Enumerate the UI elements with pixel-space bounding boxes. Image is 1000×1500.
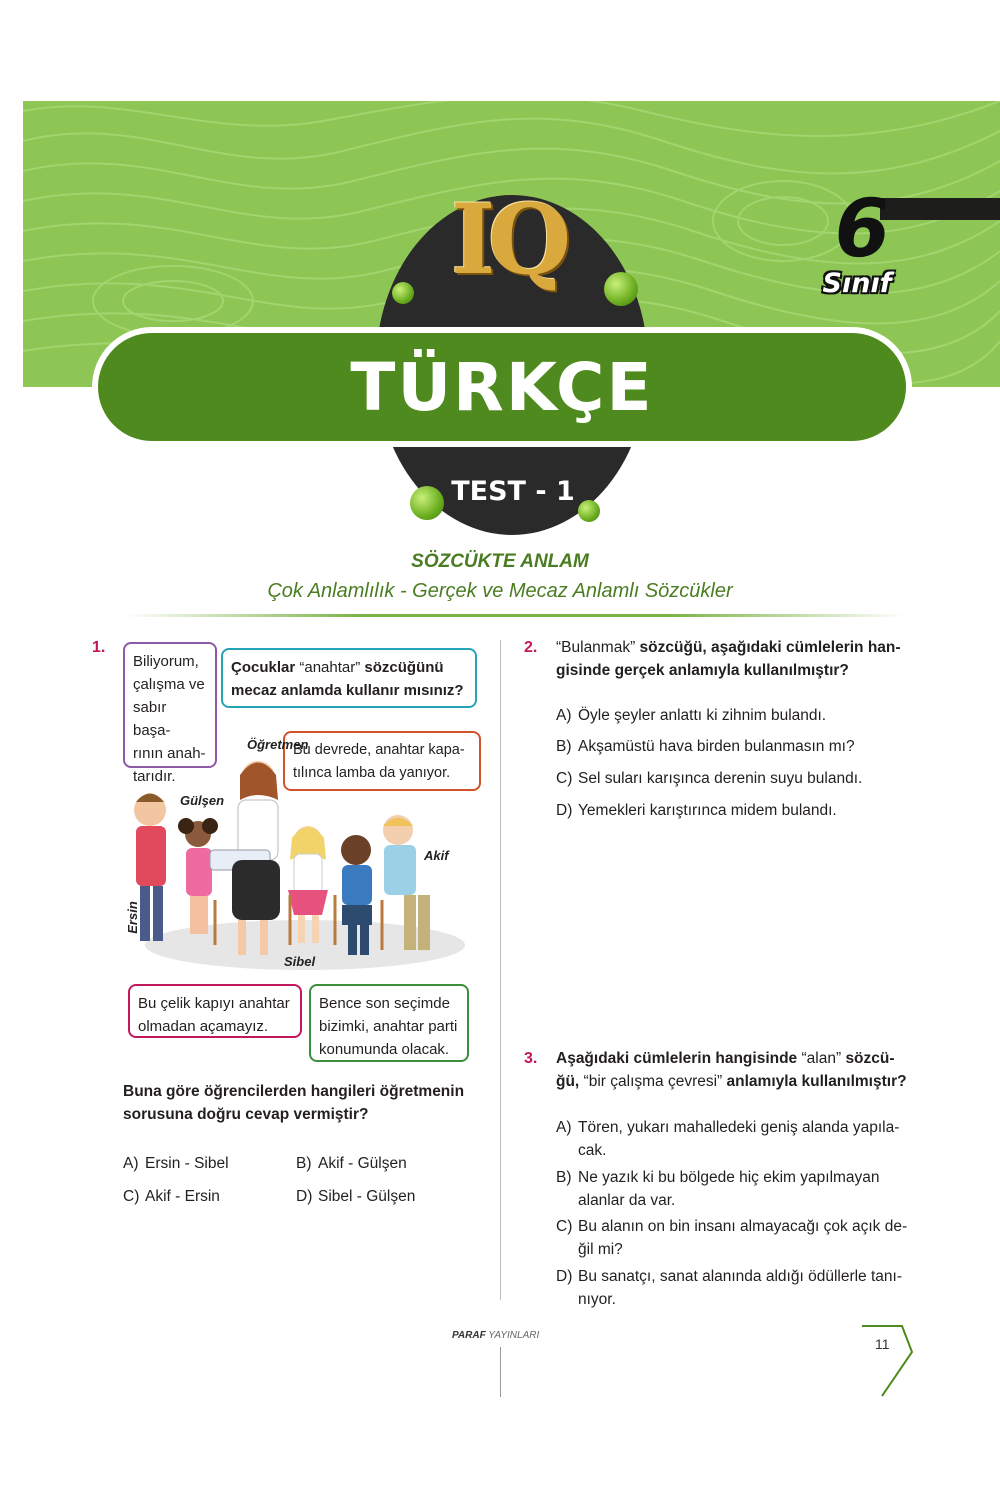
section-subtitle: Çok Anlamlılık - Gerçek ve Mecaz Anlamlı Sözcükler (267, 580, 733, 602)
decorative-dot (604, 272, 638, 306)
option-text: Sibel - Gülşen (318, 1188, 416, 1205)
option-text: Akif - Ersin (145, 1188, 220, 1205)
footer-divider (500, 1347, 501, 1397)
bubble-line: rının anah- (133, 745, 206, 762)
option-text: Öyle şeyler anlattı ki zihnim bulandı. (578, 707, 827, 724)
option-text: Ne yazık ki bu bölgede hiç ekim yapılmayan (578, 1169, 880, 1186)
stem-line: Buna göre öğrencilerden hangileri öğretmenin (123, 1083, 465, 1100)
subject-title: TÜRKÇE (350, 348, 654, 426)
option-text: Akşamüstü hava birden bulanmasın mı? (578, 738, 855, 755)
stem-text-bold: sözcü- (845, 1050, 895, 1067)
option-line (556, 1166, 880, 1189)
label-ersin: Ersin (124, 901, 140, 934)
speech-bubble-sibel (309, 984, 469, 1062)
answer-option[interactable] (556, 1116, 899, 1162)
question-stem (556, 1047, 907, 1093)
option-text: Sel suları karışınca derenin suyu bulandı. (578, 770, 863, 787)
option-letter: C) (556, 770, 573, 787)
section-title: SÖZCÜKTE ANLAM (411, 551, 589, 572)
option-letter: C) (123, 1188, 140, 1205)
label-teacher: Öğretmen (247, 737, 309, 752)
iq-logo: IQ (450, 183, 564, 296)
bubble-line: tarıdır. (133, 768, 176, 785)
option-line: alanlar da var. (578, 1192, 676, 1209)
option-letter: A) (556, 707, 572, 724)
stem-text-bold: anlamıyla kullanılmıştır? (726, 1073, 907, 1090)
stem-line (556, 1047, 907, 1070)
bubble-text-bold: sözcüğünü (364, 659, 444, 676)
answer-option[interactable] (123, 1185, 220, 1208)
option-letter: B) (296, 1155, 312, 1172)
speech-bubble-ersin (128, 984, 302, 1038)
speech-bubble-teacher (221, 648, 477, 708)
option-line: nıyor. (578, 1291, 616, 1308)
section-divider (125, 614, 905, 617)
option-text: Bu sanatçı, sanat alanında aldığı ödüllerle tanı- (578, 1268, 902, 1285)
option-text: Akif - Gülşen (318, 1155, 407, 1172)
stem-text-bold: ğü, (556, 1073, 580, 1090)
answer-option[interactable] (556, 1215, 907, 1261)
answer-option[interactable] (556, 767, 862, 790)
option-letter: A) (123, 1155, 139, 1172)
question-stem (123, 1080, 464, 1126)
grade-word: Sınıf (822, 268, 892, 299)
option-line (556, 1116, 899, 1139)
option-line (556, 1265, 902, 1288)
answer-option[interactable] (556, 704, 826, 727)
stem-line (556, 636, 901, 659)
answer-option[interactable] (556, 735, 855, 758)
page-corner-mark (862, 1322, 918, 1400)
option-letter: B) (556, 1169, 572, 1186)
grade-number: 6 (827, 182, 897, 275)
question-number: 3. (524, 1050, 538, 1067)
stem-line: sorusuna doğru cevap vermiştir? (123, 1106, 369, 1123)
test-label: TEST - 1 (451, 476, 575, 507)
title-pill (98, 333, 906, 441)
option-letter: D) (556, 1268, 573, 1285)
publisher-name (452, 1330, 539, 1341)
option-letter: C) (556, 1218, 573, 1235)
answer-option[interactable] (123, 1152, 229, 1175)
bubble-line: çalışma ve (133, 676, 205, 693)
stem-text: “alan” (797, 1050, 846, 1067)
bubble-line: mecaz anlamda kullanır mısınız? (231, 682, 464, 699)
bubble-line: Bu çelik kapıyı anahtar (138, 995, 290, 1012)
option-letter: D) (556, 802, 573, 819)
answer-option[interactable] (556, 1166, 880, 1212)
label-sibel: Sibel (284, 954, 316, 969)
bubble-text: “anahtar” (295, 659, 365, 676)
answer-option[interactable] (296, 1185, 415, 1208)
stem-text-bold: gisinde gerçek anlamıyla kullanılmıştır? (556, 662, 849, 679)
decorative-dot (410, 486, 444, 520)
bubble-line (231, 656, 467, 679)
bubble-line: sabır başa- (133, 699, 171, 739)
question-number: 2. (524, 639, 538, 656)
stem-text: “Bulanmak” (556, 639, 636, 656)
stem-line (556, 1070, 907, 1093)
bubble-line: Bence son seçimde (319, 995, 450, 1012)
question-number: 1. (92, 639, 106, 656)
bubble-line: olmadan açamayız. (138, 1018, 269, 1035)
option-text: Yemekleri karıştırınca midem bulandı. (578, 802, 837, 819)
option-line: ğil mi? (578, 1241, 623, 1258)
stem-text: “bir çalışma çevresi” (579, 1073, 727, 1090)
page-number: 11 (875, 1336, 890, 1352)
answer-option[interactable] (556, 1265, 902, 1311)
bubble-line: bizimki, anahtar parti (319, 1018, 458, 1035)
stem-text-bold: Aşağıdaki cümlelerin hangisinde (556, 1050, 798, 1067)
publisher-bold: PARAF (452, 1330, 486, 1341)
option-letter: D) (296, 1188, 313, 1205)
option-line: cak. (578, 1142, 607, 1159)
stem-line (556, 659, 901, 682)
publisher-rest: YAYINLARI (485, 1330, 540, 1341)
bubble-text-bold: Çocuklar (231, 659, 296, 676)
bubble-line: Biliyorum, (133, 653, 199, 670)
stem-text-bold: sözcüğü, aşağıdaki cümlelerin han- (635, 639, 901, 656)
label-gulsen: Gülşen (180, 793, 225, 808)
option-line (556, 1215, 907, 1238)
option-letter: A) (556, 1119, 572, 1136)
option-text: Ersin - Sibel (145, 1155, 229, 1172)
option-text: Tören, yukarı mahalledeki geniş alanda yapıla- (578, 1119, 900, 1136)
bubble-line: konumunda olacak. (319, 1041, 450, 1058)
column-divider (500, 640, 501, 1300)
bubble-line: tılınca lamba da yanıyor. (293, 765, 451, 781)
answer-option[interactable] (296, 1152, 407, 1175)
decorative-dot (392, 282, 414, 304)
bubble-line: Bu devrede, anahtar kapa- (293, 742, 465, 758)
label-akif: Akif (424, 848, 449, 863)
option-letter: B) (556, 738, 572, 755)
option-text: Bu alanın on bin insanı almayacağı çok açık de- (578, 1218, 908, 1235)
question-stem (556, 636, 901, 682)
answer-option[interactable] (556, 799, 837, 822)
